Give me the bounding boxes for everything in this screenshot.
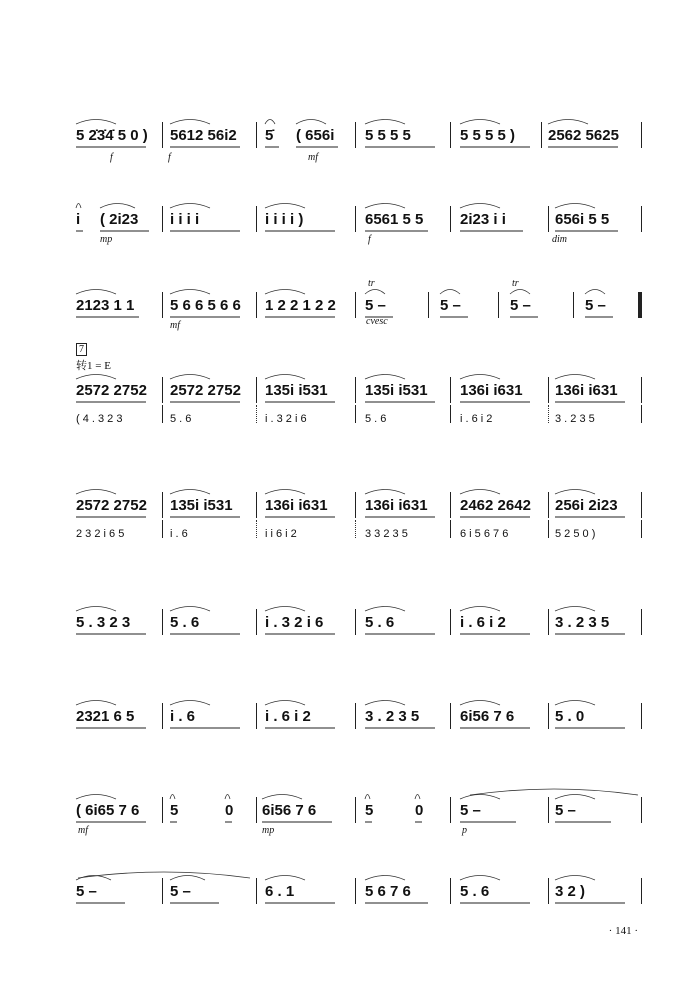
barline — [450, 405, 451, 423]
measure-notes: 136i i631 — [365, 497, 428, 514]
slur-arc — [555, 204, 595, 209]
measure-notes: 2572 2752 — [76, 382, 147, 399]
measure-notes: 136i i631 — [460, 382, 523, 399]
barline — [641, 206, 642, 232]
barline — [162, 797, 163, 823]
dynamic-marking: f — [110, 152, 113, 163]
slur-arc — [365, 120, 405, 125]
measure-notes: 5 . 6 — [365, 614, 395, 631]
page-number: · 141 · — [608, 925, 638, 937]
final-barline — [638, 292, 641, 318]
barline — [450, 377, 451, 403]
slur-arc — [170, 375, 210, 380]
measure-notes: 5 6 6 5 6 6 — [170, 297, 241, 314]
barline — [541, 122, 542, 148]
section-marker — [76, 343, 87, 356]
measure-notes: i i i i — [170, 211, 200, 228]
measure-notes: 0 — [415, 802, 424, 819]
barline — [355, 292, 356, 318]
dynamic-marking: tr — [368, 278, 375, 289]
measure-notes: 135i i531 — [170, 497, 233, 514]
measure-notes: 6i56 7 6 — [262, 802, 317, 819]
slur-arc — [460, 701, 500, 706]
measure-notes: 6561 5 5 — [365, 211, 424, 228]
measure-notes: 5 – — [440, 297, 461, 314]
slur-arc — [262, 795, 302, 800]
measure-notes: 256i 2i23 — [555, 497, 618, 514]
measure-notes: 136i i631 — [555, 382, 618, 399]
barline — [641, 405, 642, 423]
measure-notes: 5 — [365, 802, 374, 819]
measure-notes: 2 3 2 i 6 5 — [76, 528, 125, 540]
measure-notes: i . 6 — [170, 708, 196, 725]
slur-arc — [76, 290, 116, 295]
slur-arc — [460, 607, 500, 612]
slur-arc — [460, 490, 500, 495]
barline — [355, 405, 356, 423]
measure-notes: 5 . 0 — [555, 708, 585, 725]
measure-notes: 5̇ — [265, 127, 274, 144]
barline — [450, 878, 451, 904]
barline — [162, 405, 163, 423]
barline — [450, 122, 451, 148]
slur-arc — [170, 876, 205, 881]
dynamic-marking: mp — [262, 825, 275, 836]
slur-arc — [265, 490, 305, 495]
measure-notes: 5 – — [170, 883, 191, 900]
dynamic-marking: p — [462, 825, 467, 836]
barline — [641, 878, 642, 904]
barline — [548, 405, 550, 423]
measure-notes: 2572 2752 — [76, 497, 147, 514]
barline — [641, 292, 642, 318]
tie-arc — [78, 872, 250, 878]
measure-notes: 5612 56i2 — [170, 127, 237, 144]
measure-notes: 5 . 6 — [170, 614, 200, 631]
barline — [256, 492, 257, 518]
barline — [256, 797, 257, 823]
slur-arc — [76, 204, 81, 209]
measure-notes: 2123 1 1 — [76, 297, 135, 314]
measure-notes: 5 — [170, 802, 179, 819]
barline — [355, 520, 357, 538]
slur-arc — [555, 607, 595, 612]
measure-notes: 5 . 6 — [460, 883, 490, 900]
measure-notes: ( 2i23 — [100, 211, 139, 228]
measure-notes: 5 2 5 0 ) — [555, 528, 596, 540]
barline — [450, 703, 451, 729]
measure-notes: i . 6 i 2 — [460, 413, 493, 425]
measure-notes: 136i i631 — [265, 497, 328, 514]
slur-arc — [265, 204, 305, 209]
slur-arc — [265, 375, 305, 380]
slur-arc — [365, 290, 385, 295]
dynamic-marking: cvesc — [366, 316, 388, 327]
barline — [641, 377, 642, 403]
slur-arc — [265, 876, 305, 881]
slur-arc — [365, 204, 405, 209]
slur-arc — [170, 290, 210, 295]
slur-arc — [76, 876, 111, 881]
barline — [450, 609, 451, 635]
measure-notes: 2i23 i i — [460, 211, 506, 228]
dynamic-marking: mf — [170, 320, 180, 331]
measure-notes: 5 – — [460, 802, 481, 819]
barline — [355, 797, 356, 823]
measure-notes: 3 2 ) — [555, 883, 586, 900]
measure-notes: 5 – — [76, 883, 97, 900]
measure-notes: i i i i ) — [265, 211, 304, 228]
measure-notes: i . 6 i 2 — [265, 708, 311, 725]
barline — [641, 703, 642, 729]
barline — [641, 492, 642, 518]
barline — [162, 122, 163, 148]
barline — [256, 878, 257, 904]
barline — [548, 609, 549, 635]
measure-notes: i . 6 — [170, 528, 188, 540]
slur-arc — [555, 490, 595, 495]
measure-notes: 5 2̇3̇4̇ 5 0 ) — [76, 127, 148, 144]
barline — [641, 797, 642, 823]
slur-arc — [510, 290, 530, 295]
dynamic-marking: f — [168, 152, 171, 163]
barline — [641, 609, 642, 635]
measure-notes: 5 5 5 5 — [365, 127, 411, 144]
barline — [641, 122, 642, 148]
measure-notes: 5 – — [555, 802, 576, 819]
measure-notes: ( 656i — [296, 127, 335, 144]
measure-notes: 135i i531 — [365, 382, 428, 399]
slur-arc — [555, 795, 595, 800]
barline — [162, 492, 163, 518]
slur-arc — [460, 120, 500, 125]
measure-notes: 6 . 1 — [265, 883, 295, 900]
barline — [256, 520, 258, 538]
barline — [162, 206, 163, 232]
measure-notes: i — [76, 211, 81, 228]
measure-notes: ( 4 . 3 2 3 — [76, 413, 123, 425]
measure-notes: i i 6 i 2 — [265, 528, 297, 540]
measure-notes: i . 3 2 i 6 — [265, 413, 307, 425]
slur-arc — [365, 876, 405, 881]
barline — [355, 377, 356, 403]
slur-arc — [365, 701, 405, 706]
measure-notes: 2321 6 5 — [76, 708, 135, 725]
barline — [162, 292, 163, 318]
barline — [162, 520, 163, 538]
measure-notes: ( 6i65 7 6 — [76, 802, 140, 819]
barline — [256, 703, 257, 729]
barline — [256, 206, 257, 232]
barline — [256, 405, 258, 423]
slur-arc — [265, 290, 305, 295]
measure-notes: 2462 2642 — [460, 497, 531, 514]
barline — [450, 206, 451, 232]
slur-arc — [76, 375, 116, 380]
measure-notes: 3 . 2 3 5 — [555, 413, 595, 425]
slur-arc — [170, 120, 210, 125]
barline — [355, 122, 356, 148]
slur-arc — [76, 120, 116, 125]
key-change-label: 转1 = E — [76, 360, 111, 372]
dynamic-marking: dim — [552, 234, 567, 245]
barline — [450, 492, 451, 518]
slur-arc — [365, 375, 405, 380]
slur-arc — [76, 701, 116, 706]
measure-notes: 6 i 5 6 7 6 — [460, 528, 509, 540]
measure-notes: 5 – — [510, 297, 531, 314]
dynamic-marking: tr — [512, 278, 519, 289]
measure-notes: 5 – — [365, 297, 386, 314]
slur-arc — [170, 490, 210, 495]
slur-arc — [555, 876, 595, 881]
barline — [355, 206, 356, 232]
slur-arc — [100, 204, 135, 209]
measure-notes: 2562 5625 — [548, 127, 619, 144]
slur-arc — [76, 490, 116, 495]
slur-arc — [460, 876, 500, 881]
dynamic-marking: f — [368, 234, 371, 245]
measure-notes: 656i 5 5 — [555, 211, 610, 228]
slur-arc — [170, 607, 210, 612]
barline — [548, 878, 549, 904]
barline — [256, 609, 257, 635]
measure-notes: i . 6 i 2 — [460, 614, 506, 631]
slur-arc — [265, 701, 305, 706]
slur-arc — [555, 375, 595, 380]
slur-arc — [76, 795, 116, 800]
barline — [573, 292, 574, 318]
measure-notes: 5 . 3 2 3 — [76, 614, 131, 631]
dynamic-marking: mf — [308, 152, 318, 163]
measure-notes: 1 2 2 1 2 2 — [265, 297, 336, 314]
barline — [548, 377, 549, 403]
barline — [548, 797, 549, 823]
measure-notes: 5 . 6 — [365, 413, 387, 425]
slur-arc — [170, 204, 210, 209]
barline — [256, 292, 257, 318]
barline — [256, 377, 257, 403]
barline — [450, 520, 451, 538]
barline — [162, 609, 163, 635]
barline — [498, 292, 499, 318]
barline — [548, 206, 549, 232]
slur-arc — [585, 290, 605, 295]
barline — [548, 520, 549, 538]
slur-arc — [76, 607, 116, 612]
barline — [641, 520, 642, 538]
barline — [355, 492, 356, 518]
slur-arc — [170, 701, 210, 706]
barline — [162, 377, 163, 403]
slur-arc — [365, 490, 405, 495]
dynamic-marking: mf — [78, 825, 88, 836]
slur-arc — [265, 607, 305, 612]
barline — [355, 878, 356, 904]
slur-arc — [555, 701, 595, 706]
slur-arc — [415, 795, 420, 800]
measure-notes: 5 6 7 6 — [365, 883, 411, 900]
tie-arc — [470, 789, 638, 795]
measure-notes: 0 — [225, 802, 234, 819]
slur-arc — [170, 795, 175, 800]
barline — [162, 878, 163, 904]
barline — [355, 703, 356, 729]
measure-notes: 3 3 2 3 5 — [365, 528, 408, 540]
slur-arc — [365, 795, 370, 800]
measure-notes: 3 . 2 3 5 — [555, 614, 610, 631]
slur-arc — [265, 120, 275, 125]
barline — [450, 797, 451, 823]
measure-notes: 5 5 5 5 ) — [460, 127, 516, 144]
barline — [548, 492, 549, 518]
slur-arc — [296, 120, 326, 125]
measure-notes: 135i i531 — [265, 382, 328, 399]
measure-notes: 5 . 6 — [170, 413, 192, 425]
slur-arc — [440, 290, 460, 295]
section-number-box: 7 — [76, 343, 87, 356]
barline — [162, 703, 163, 729]
slur-arc — [225, 795, 230, 800]
slur-arc — [460, 795, 500, 800]
slur-arc — [460, 204, 500, 209]
slur-arc — [548, 120, 588, 125]
barline — [256, 122, 257, 148]
measure-notes: 2572 2752 — [170, 382, 241, 399]
barline — [548, 703, 549, 729]
measure-notes: i . 3 2 i 6 — [265, 614, 324, 631]
slur-arc — [365, 607, 405, 612]
barline — [355, 609, 356, 635]
measure-notes: 3 . 2 3 5 — [365, 708, 420, 725]
measure-notes: 5 – — [585, 297, 606, 314]
slur-arc — [460, 375, 500, 380]
dynamic-marking: mp — [100, 234, 113, 245]
measure-notes: 6i56 7 6 — [460, 708, 515, 725]
barline — [428, 292, 429, 318]
